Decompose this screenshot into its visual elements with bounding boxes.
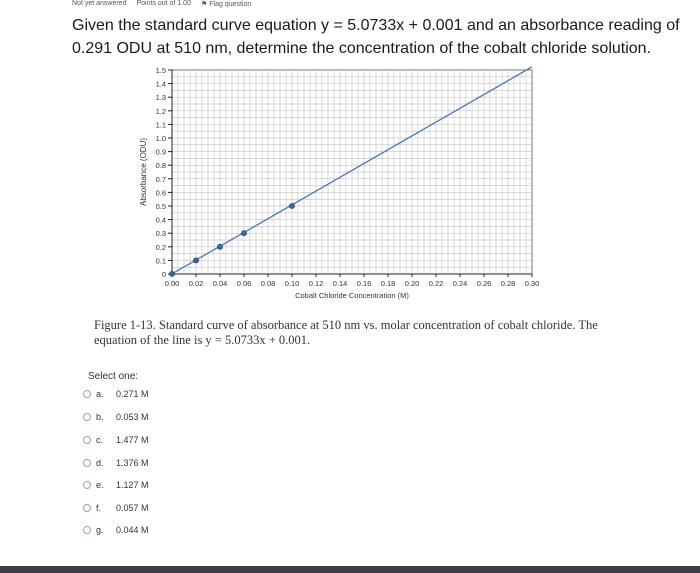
question-info-bar (72, 0, 251, 10)
radio-f[interactable] (83, 504, 91, 512)
x-tick-label: 0.08 (260, 279, 276, 288)
option-letter: c. (96, 435, 104, 445)
option-letter: d. (96, 458, 104, 468)
option-text: 1.376 M (116, 458, 149, 468)
y-tick-label: 0.1 (155, 256, 166, 266)
x-tick-label: 0.30 (524, 279, 540, 288)
data-point (193, 258, 198, 263)
y-tick-label: 1.1 (155, 120, 166, 130)
x-tick-label: 0.04 (212, 279, 228, 288)
select-one-label: Select one: (88, 371, 139, 382)
y-tick-label: 0.8 (155, 161, 166, 171)
y-tick-label: 0.6 (155, 188, 166, 198)
x-tick-label: 0.06 (236, 279, 252, 288)
option-letter: a. (96, 389, 104, 399)
option-b[interactable] (83, 412, 149, 422)
option-a[interactable] (83, 389, 149, 399)
radio-g[interactable] (83, 526, 91, 534)
data-point (217, 244, 222, 249)
x-tick-label: 0.12 (308, 279, 324, 288)
y-tick-label: 0.5 (155, 202, 166, 211)
y-tick-label: 0.7 (155, 174, 166, 184)
option-text: 0.053 M (116, 412, 149, 422)
y-tick-label: 1.0 (155, 134, 166, 143)
y-tick-label: 0.2 (155, 242, 166, 252)
y-tick-label: 0 (161, 270, 166, 279)
radio-a[interactable] (83, 390, 91, 398)
x-tick-label: 0.24 (452, 279, 468, 288)
option-text: 1.477 M (116, 435, 149, 445)
y-tick-label: 0.9 (155, 147, 166, 157)
option-text: 0.044 M (116, 525, 149, 535)
standard-curve-chart (120, 58, 560, 308)
data-point (241, 231, 246, 236)
option-text: 0.271 M (116, 389, 149, 399)
option-letter: f. (96, 503, 102, 513)
bottom-bar (0, 566, 700, 573)
option-e[interactable] (83, 480, 149, 490)
y-tick-label: 1.5 (155, 66, 166, 75)
x-tick-label: 0.20 (404, 279, 420, 288)
question-status: Not yet answered (72, 0, 127, 7)
x-tick-label: 0.26 (476, 279, 492, 288)
option-letter: b. (96, 412, 104, 422)
y-tick-label: 0.3 (155, 229, 166, 239)
x-tick-label: 0.10 (284, 279, 300, 288)
x-tick-label: 0.18 (380, 279, 396, 288)
option-f[interactable] (83, 503, 149, 513)
radio-c[interactable] (83, 436, 91, 444)
data-point (289, 203, 294, 208)
option-letter: g. (96, 525, 104, 535)
y-tick-label: 1.3 (155, 93, 166, 103)
option-text: 0.057 M (116, 503, 149, 513)
x-tick-label: 0.00 (164, 279, 180, 288)
x-tick-label: 0.02 (188, 279, 204, 288)
radio-d[interactable] (83, 459, 91, 467)
data-point (169, 271, 174, 276)
option-c[interactable] (83, 435, 149, 445)
y-tick-label: 1.2 (155, 106, 166, 116)
option-g[interactable] (83, 525, 149, 535)
figure-caption: Figure 1-13. Standard curve of absorbance at 510 nm vs. molar concentration of cobalt chloride. The equation of the line is y = 5.0733x + 0.001. (94, 318, 598, 347)
y-tick-label: 0.4 (155, 215, 166, 225)
y-axis-label: Absorbance (ODU) (139, 137, 148, 207)
flag-question-link[interactable]: ⚑ Flag question (201, 0, 251, 10)
x-tick-label: 0.16 (356, 279, 372, 288)
option-d[interactable] (83, 458, 149, 468)
option-text: 1.127 M (116, 480, 149, 490)
x-tick-label: 0.14 (332, 279, 348, 288)
x-tick-label: 0.22 (428, 279, 444, 288)
radio-e[interactable] (83, 481, 91, 489)
radio-b[interactable] (83, 413, 91, 421)
y-tick-label: 1.4 (155, 79, 166, 89)
x-axis-label: Cobalt Chloride Concentration (M) (295, 291, 409, 300)
question-points: Points out of 1.00 (136, 0, 191, 7)
question-text: Given the standard curve equation y = 5.0733x + 0.001 and an absorbance reading of 0.291 ODU at 510 nm, determine the concentration of the cobalt chloride solution. (72, 17, 680, 57)
x-tick-label: 0.28 (500, 279, 516, 288)
option-letter: e. (96, 480, 104, 490)
